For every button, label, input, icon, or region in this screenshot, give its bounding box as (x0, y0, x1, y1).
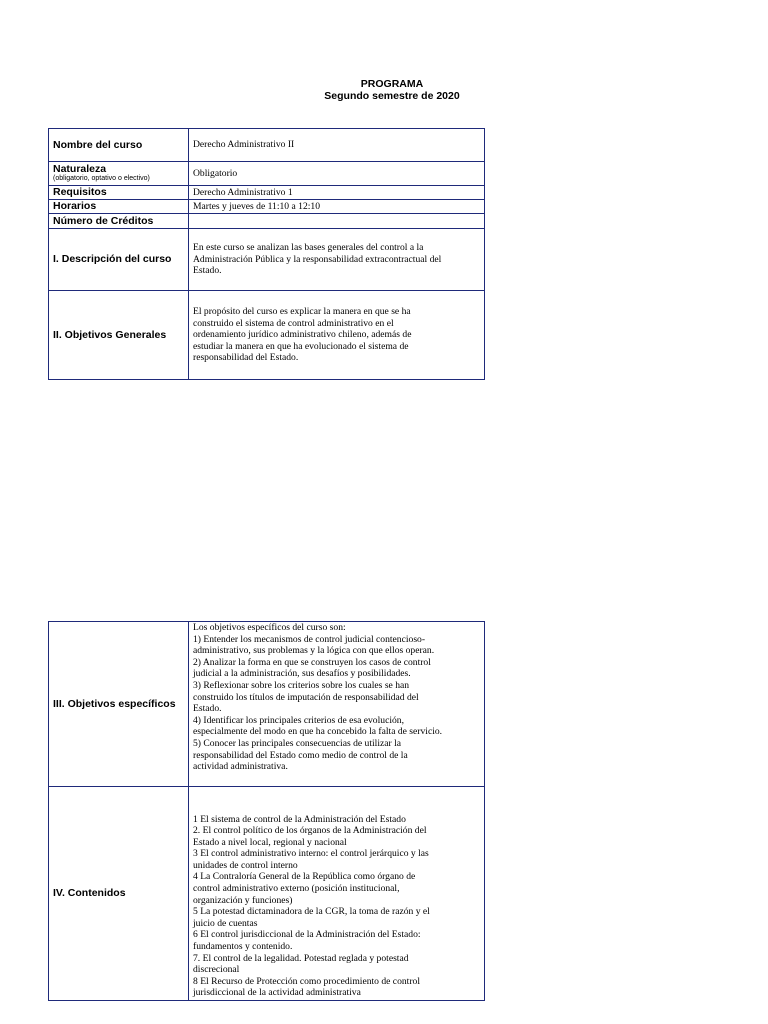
text-line: estudiar la manera en que ha evolucionado el sistema de (193, 340, 409, 352)
row-value-objetivos-especificos (189, 622, 485, 787)
text-line: judicial a la administración, sus desafíos y posibilidades. (193, 668, 411, 680)
text-line: Estado a nivel local, regional y nacional (193, 836, 347, 848)
row-value-nombre: Derecho Administrativo II (189, 129, 485, 162)
header-subtitle: Segundo semestre de 2020 (324, 90, 460, 102)
text-line: discrecional (193, 964, 240, 976)
text-line: 8 El Recurso de Protección como procedimiento de control (193, 975, 420, 987)
row-value-contenidos (189, 787, 485, 1001)
row-value-objetivos-generales (189, 291, 485, 380)
text-line: Estado. (193, 265, 222, 277)
table-row (49, 787, 485, 1001)
table-row (49, 622, 485, 787)
text-line: 1 El sistema de control de la Administración del Estado (193, 813, 406, 825)
naturaleza-sublabel: (obligatorio, optativo o electivo) (53, 175, 150, 182)
row-label-horarios: Horarios (49, 200, 189, 214)
text-line: Administración Pública y la responsabilidad extracontractual del (193, 253, 442, 265)
course-content-table (48, 621, 485, 1001)
text-line: En este curso se analizan las bases generales del control a la (193, 242, 424, 254)
table-row (49, 214, 485, 229)
text-line: 4 La Contraloría General de la República como órgano de (193, 871, 416, 883)
text-line: 2. El control político de los órganos de la Administración del (193, 825, 427, 837)
table-row (49, 162, 485, 186)
naturaleza-label: Naturaleza (53, 163, 107, 175)
row-label-objetivos-especificos: III. Objetivos específicos (49, 622, 189, 787)
text-line: administrativo, sus problemas y la lógica con que ellos operan. (193, 645, 435, 657)
row-label-naturaleza (49, 162, 189, 186)
row-label-creditos: Número de Créditos (49, 214, 189, 229)
text-line: 3 El control administrativo interno: el control jerárquico y las (193, 848, 429, 860)
row-value-creditos (189, 214, 485, 229)
text-line: 5 La potestad dictaminadora de la CGR, la toma de razón y el (193, 906, 430, 918)
text-line: jurisdiccional de la actividad administrativa (193, 987, 361, 999)
text-line: control administrativo externo (posición institucional, (193, 883, 400, 895)
text-line: construido el sistema de control administrativo en el (193, 317, 394, 329)
row-value-requisitos: Derecho Administrativo 1 (189, 186, 485, 200)
text-line: juicio de cuentas (193, 917, 258, 929)
table-row (49, 200, 485, 214)
text-line: Estado. (193, 703, 222, 715)
text-line: responsabilidad del Estado. (193, 352, 299, 364)
row-label-descripcion: I. Descripción del curso (49, 229, 189, 291)
text-line: especialmente del modo en que ha concebido la falta de servicio. (193, 726, 443, 738)
text-line: construido los títulos de imputación de responsabilidad del (193, 691, 419, 703)
text-line: 2) Analizar la forma en que se construyen los casos de control (193, 656, 431, 668)
row-value-descripcion (189, 229, 485, 291)
table-row (49, 186, 485, 200)
row-label-nombre: Nombre del curso (49, 129, 189, 162)
text-line: 3) Reflexionar sobre los criterios sobre los cuales se han (193, 679, 410, 691)
table-row (49, 129, 485, 162)
table-row (49, 291, 485, 380)
course-info-table (48, 128, 485, 380)
text-line: unidades de control interno (193, 859, 298, 871)
text-line: 1) Entender los mecanismos de control judicial contencioso- (193, 633, 426, 645)
table-row (49, 229, 485, 291)
text-line: 4) Identificar los principales criterios de esa evolución, (193, 714, 404, 726)
row-label-contenidos: IV. Contenidos (49, 787, 189, 1001)
text-line: El propósito del curso es explicar la manera en que se ha (193, 306, 411, 318)
text-line: fundamentos y contenido. (193, 941, 293, 953)
row-label-requisitos: Requisitos (49, 186, 189, 200)
document-header (300, 78, 484, 102)
text-line: ordenamiento jurídico administrativo chileno, además de (193, 329, 412, 341)
text-line: 6 El control jurisdiccional de la Administración del Estado: (193, 929, 421, 941)
text-line: 5) Conocer las principales consecuencias de utilizar la (193, 737, 402, 749)
text-line: responsabilidad del Estado como medio de control de la (193, 749, 408, 761)
row-label-objetivos-generales: II. Objetivos Generales (49, 291, 189, 380)
row-value-horarios: Martes y jueves de 11:10 a 12:10 (189, 200, 485, 214)
text-line: actividad administrativa. (193, 761, 288, 773)
header-title: PROGRAMA (360, 78, 424, 90)
text-line: organización y funciones) (193, 894, 293, 906)
text-line: Los objetivos específicos del curso son: (193, 622, 346, 633)
row-value-naturaleza: Obligatorio (189, 162, 485, 186)
text-line: 7. El control de la legalidad. Potestad reglada y potestad (193, 952, 409, 964)
